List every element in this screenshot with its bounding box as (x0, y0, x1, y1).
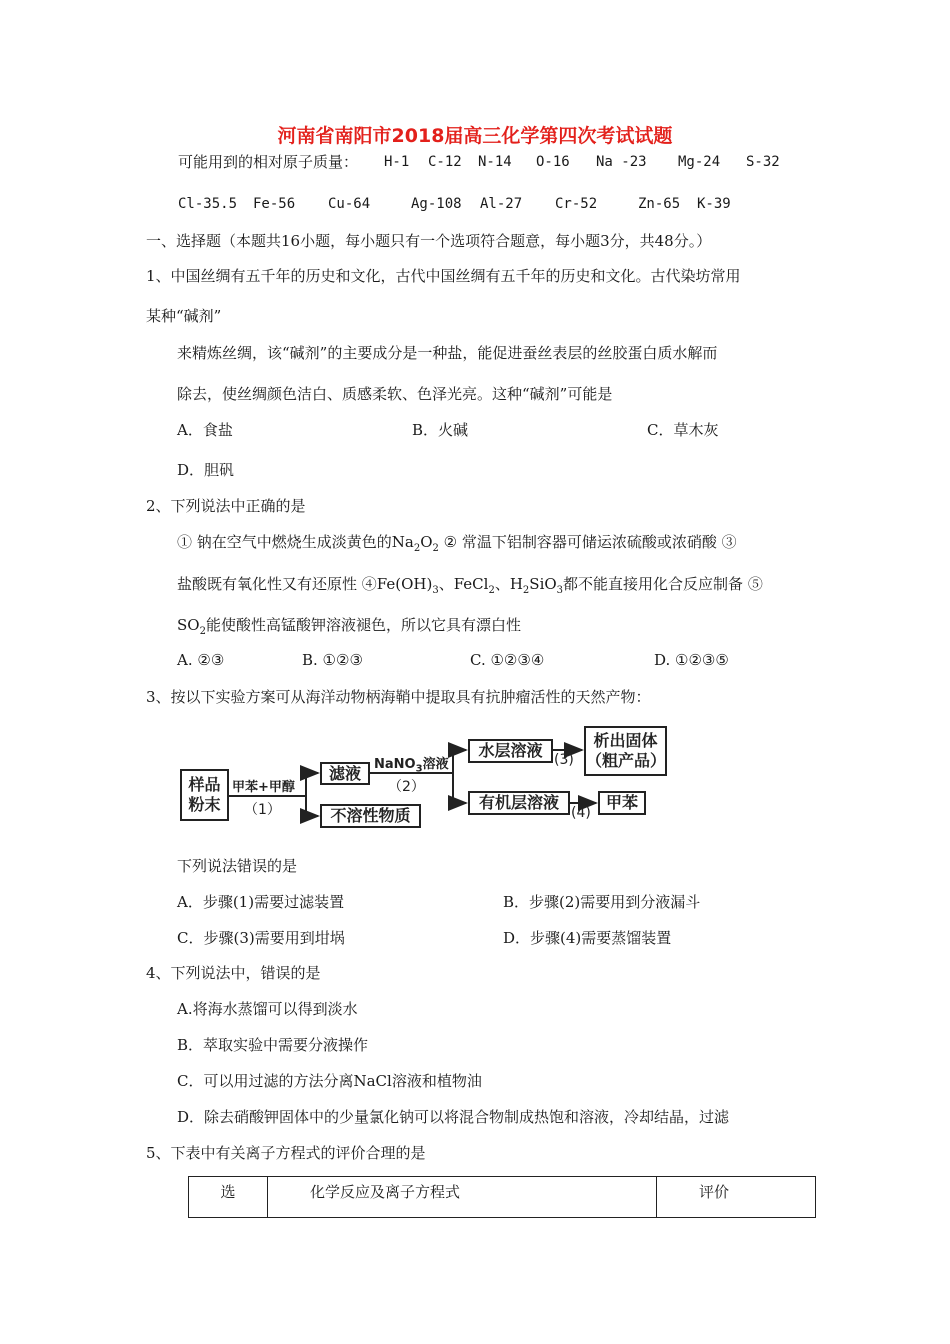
table-header-reaction: 化学反应及离子方程式 (268, 1177, 657, 1218)
atomic-mass-k: K-39 (697, 196, 731, 212)
q3-option-d: D．步骤(4)需要蒸馏装置 (503, 929, 672, 947)
step-4-label: (4) (571, 805, 591, 821)
reagent-toluene-methanol: 甲苯+甲醇 (232, 780, 295, 795)
q3-option-c: C．步骤(3)需要用到坩埚 (177, 929, 345, 947)
q4-option-b: B．萃取实验中需要分液操作 (177, 1036, 369, 1054)
q2-option-d: D. ①②③⑤ (654, 651, 729, 669)
step-2-label: （2） (388, 779, 425, 795)
atomic-mass-na: Na -23 (596, 154, 647, 170)
q4-option-d: D．除去硝酸钾固体中的少量氯化钠可以将混合物制成热饱和溶液，冷却结晶，过滤 (177, 1108, 730, 1126)
sample-powder-box: 样品 粉末 (180, 769, 229, 821)
q1-option-b: B．火碱 (412, 421, 469, 439)
page-title: 河南省南阳市2018届高三化学第四次考试试题 (277, 125, 673, 147)
organic-layer-box: 有机层溶液 (468, 791, 570, 815)
q3-option-a: A．步骤(1)需要过滤装置 (177, 893, 345, 911)
q1-line1: 1、中国丝绸有五千年的历史和文化，古代中国丝绸有五千年的历史和文化。古代染坊常用 (146, 267, 741, 285)
atomic-mass-fe: Fe-56 (253, 196, 296, 212)
q1-line4: 除去，使丝绸颜色洁白、质感柔软、色泽光亮。这种“碱剂”可能是 (177, 385, 613, 403)
table-header-option: 选 (189, 1177, 268, 1218)
q3-sub-stem: 下列说法错误的是 (177, 857, 298, 875)
atomic-mass-label: 可能用到的相对原子质量： (178, 153, 359, 171)
q1-option-c: C．草木灰 (647, 421, 719, 439)
step-1-label: （1） (244, 802, 281, 818)
atomic-mass-n: N-14 (478, 154, 512, 170)
q4-option-c: C．可以用过滤的方法分离NaCl溶液和植物油 (177, 1072, 482, 1090)
q3-option-b: B．步骤(2)需要用到分液漏斗 (503, 893, 701, 911)
q1-option-a: A．食盐 (177, 421, 233, 439)
table-header-evaluation: 评价 (657, 1177, 816, 1218)
q2-stem: 2、下列说法中正确的是 (146, 497, 306, 515)
q1-line2: 某种“碱剂” (146, 307, 222, 325)
q4-stem: 4、下列说法中，错误的是 (146, 964, 321, 982)
step-3-label: (3) (554, 752, 574, 768)
atomic-mass-h: H-1 (384, 154, 410, 170)
atomic-mass-cl: Cl-35.5 (178, 196, 238, 212)
q1-line3: 来精炼丝绸，该“碱剂”的主要成分是一种盐，能促进蚕丝表层的丝胶蛋白质水解而 (177, 344, 718, 362)
q4-option-a: A.将海水蒸馏可以得到淡水 (177, 1000, 358, 1018)
table-header-row (189, 1177, 816, 1218)
atomic-mass-s: S-32 (746, 154, 780, 170)
reagent-nano3-solution: NaNO$_3$溶液 (374, 757, 449, 775)
atomic-mass-zn: Zn-65 (638, 196, 681, 212)
atomic-mass-cu: Cu-64 (328, 196, 371, 212)
toluene-box: 甲苯 (598, 791, 646, 815)
q5-stem: 5、下表中有关离子方程式的评价合理的是 (146, 1144, 426, 1162)
q1-option-d: D．胆矾 (177, 461, 235, 479)
atomic-mass-o: O-16 (536, 154, 570, 170)
evaluation-table (188, 1176, 816, 1218)
atomic-mass-cr: Cr-52 (555, 196, 598, 212)
atomic-mass-c: C-12 (428, 154, 462, 170)
q2-option-a: A. ②③ (177, 651, 225, 669)
insoluble-matter-box: 不溶性物质 (320, 804, 421, 828)
q2-line3: $SO_2$能使酸性高锰酸钾溶液褪色，所以它具有漂白性 (177, 616, 521, 637)
atomic-mass-ag: Ag-108 (411, 196, 462, 212)
atomic-mass-al: Al-27 (480, 196, 523, 212)
filtrate-box: 滤液 (320, 762, 370, 785)
precipitated-solid-box: 析出固体 （粗产品） (584, 726, 667, 776)
section-heading: 一、选择题（本题共16小题，每小题只有一个选项符合题意，每小题3分，共48分。） (146, 232, 712, 250)
q2-option-c: C. ①②③④ (470, 651, 545, 669)
q3-stem: 3、按以下实验方案可从海洋动物柄海鞘中提取具有抗肿瘤活性的天然产物： (146, 688, 651, 706)
q2-line1: ① 钠在空气中燃烧生成淡黄色的$Na_2O_2$ ② 常温下铝制容器可储运浓硫酸或浓硝酸 ③ (177, 533, 737, 554)
aqueous-layer-box: 水层溶液 (468, 739, 553, 763)
q2-line2: 盐酸既有氧化性又有还原性 $④Fe(OH)_3$、FeCl$_2$、$H_2SiO_3$都不能直接用化合反应制备 ⑤ (177, 575, 763, 596)
q2-option-b: B. ①②③ (302, 651, 363, 669)
atomic-mass-mg: Mg-24 (678, 154, 721, 170)
